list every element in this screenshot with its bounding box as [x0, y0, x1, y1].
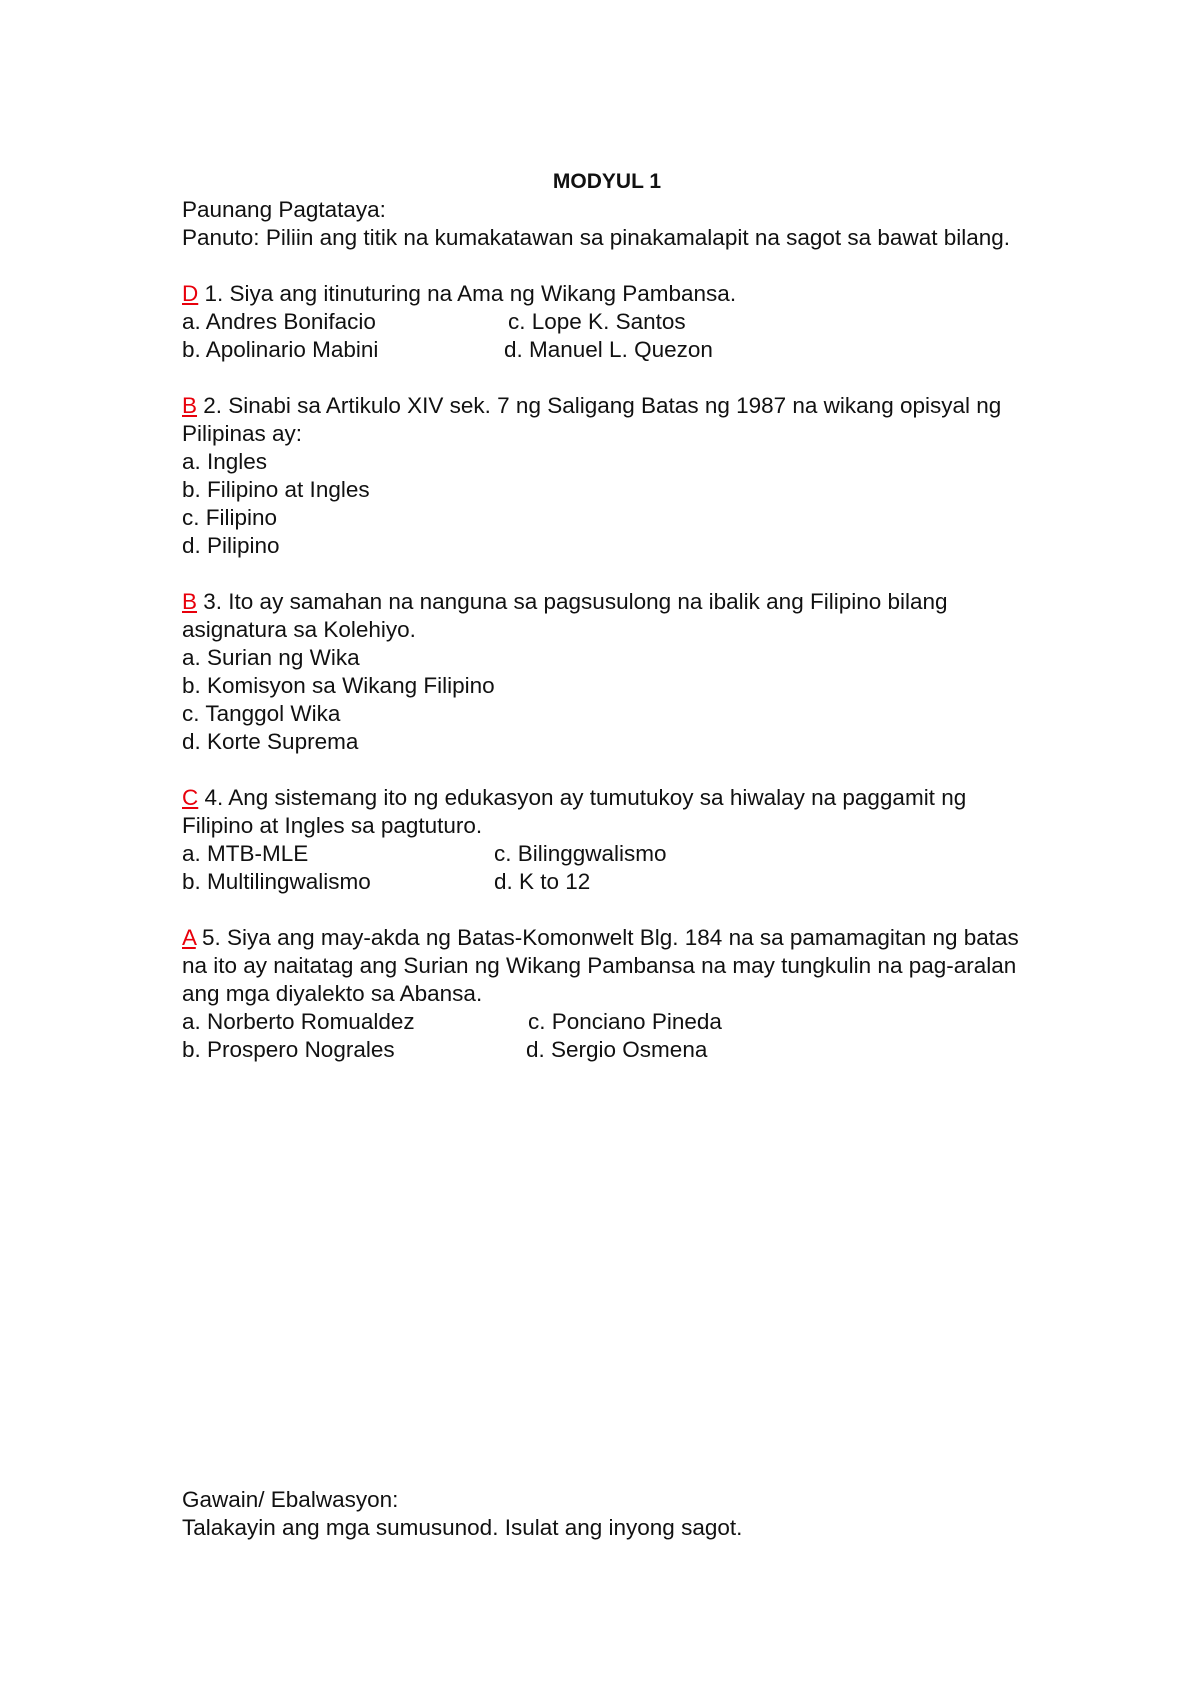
- option-b: b. Komisyon sa Wikang Filipino: [182, 673, 495, 698]
- option-b: b. Prospero Nograles: [182, 1037, 395, 1062]
- option-d: d. Pilipino: [182, 533, 280, 558]
- option-a: a. Andres Bonifacio: [182, 309, 376, 334]
- option-c: c. Lope K. Santos: [508, 309, 686, 334]
- option-d: d. Korte Suprema: [182, 729, 359, 754]
- instruction-text: Panuto: Piliin ang titik na kumakatawan sa pinakamalapit na sagot sa bawat bilang.: [182, 225, 1011, 250]
- option-b: b. Multilingwalismo: [182, 869, 371, 894]
- question-text: 2. Sinabi sa Artikulo XIV sek. 7 ng Saligang Batas ng 1987 na wikang opisyal ng Pilipinas ay:: [182, 393, 1002, 446]
- answer-mark: C: [182, 785, 199, 810]
- activity-heading: Gawain/ Ebalwasyon:: [182, 1487, 399, 1512]
- question-text: 3. Ito ay samahan na nanguna sa pagsusulong na ibalik ang Filipino bilang asignatura sa Kolehiyo.: [182, 589, 948, 642]
- question-1: [182, 280, 1032, 364]
- question-text: 4. Ang sistemang ito ng edukasyon ay tumutukoy sa hiwalay na paggamit ng Filipino at Ingles sa pagtuturo.: [182, 785, 967, 838]
- option-b: b. Apolinario Mabini: [182, 337, 379, 362]
- document-content: [182, 168, 1032, 1064]
- option-a: a. Ingles: [182, 449, 268, 474]
- option-c: c. Ponciano Pineda: [528, 1009, 722, 1034]
- question-4: [182, 784, 1032, 896]
- activity-section: [182, 1486, 1032, 1542]
- option-c: c. Filipino: [182, 505, 278, 530]
- answer-mark: A: [182, 925, 196, 950]
- pretest-heading: Paunang Pagtataya:: [182, 197, 386, 222]
- option-b: b. Filipino at Ingles: [182, 477, 370, 502]
- question-3: [182, 588, 1032, 756]
- question-text: 1. Siya ang itinuturing na Ama ng Wikang Pambansa.: [198, 281, 737, 306]
- answer-mark: B: [182, 393, 198, 418]
- question-2: [182, 392, 1032, 560]
- option-d: d. Sergio Osmena: [526, 1037, 708, 1062]
- answer-mark: B: [182, 589, 198, 614]
- option-d: d. K to 12: [494, 869, 591, 894]
- question-text: 5. Siya ang may-akda ng Batas-Komonwelt Blg. 184 na sa pamamagitan ng batas na ito ay naitatag ang Surian ng Wikang Pambansa na may tungkulin na pag-aralan ang mga diyalekto sa Abansa.: [182, 925, 1019, 1006]
- module-title: MODYUL 1: [552, 170, 662, 193]
- activity-instruction: Talakayin ang mga sumusunod. Isulat ang inyong sagot.: [182, 1515, 743, 1540]
- option-c: c. Bilinggwalismo: [494, 841, 667, 866]
- option-c: c. Tanggol Wika: [182, 701, 341, 726]
- option-a: a. Norberto Romualdez: [182, 1009, 415, 1034]
- option-d: d. Manuel L. Quezon: [504, 337, 713, 362]
- option-a: a. MTB-MLE: [182, 841, 309, 866]
- question-5: [182, 924, 1032, 1064]
- answer-mark: D: [182, 281, 199, 306]
- option-a: a. Surian ng Wika: [182, 645, 360, 670]
